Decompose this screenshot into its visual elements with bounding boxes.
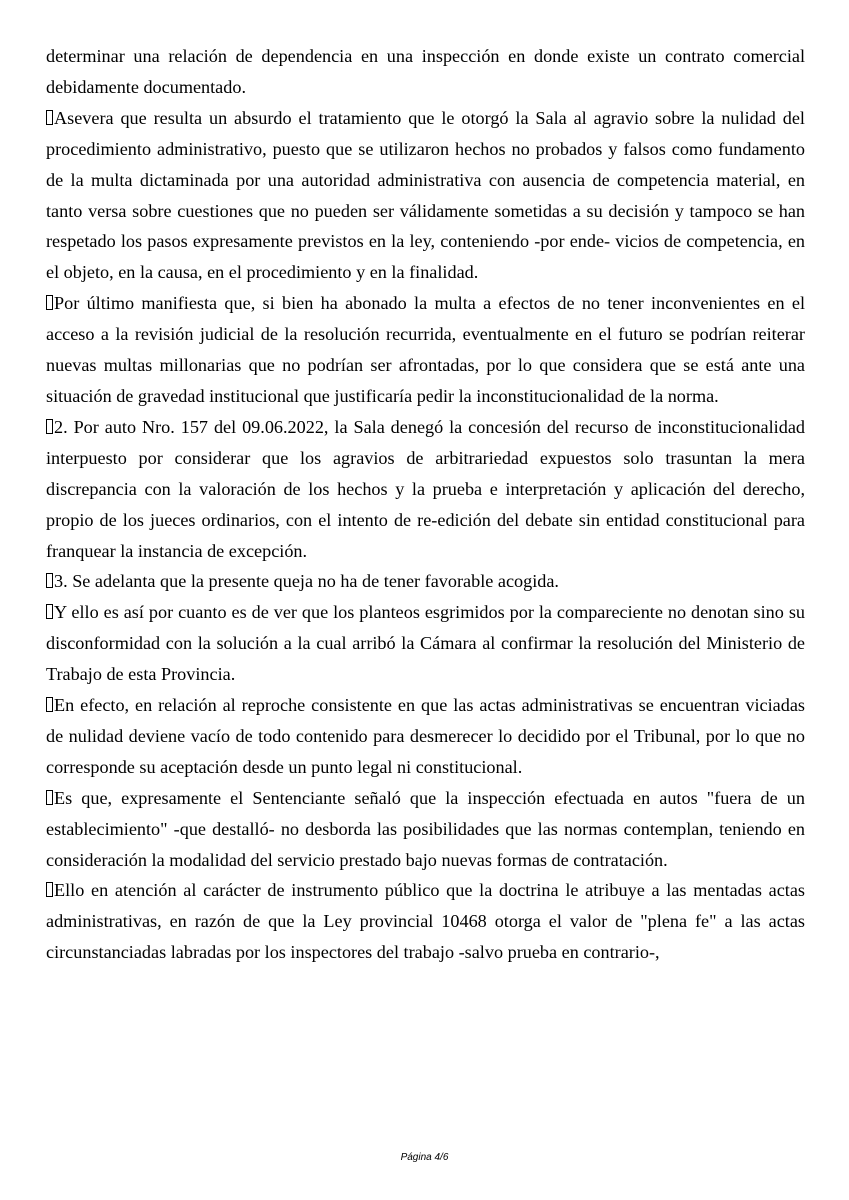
paragraph-2 [46,103,805,288]
missing-glyph-box-icon [46,697,53,712]
paragraph-6 [46,597,805,690]
missing-glyph-box-icon [46,573,53,588]
paragraph-9 [46,875,805,968]
paragraph-text: 2. Por auto Nro. 157 del 09.06.2022, la Sala denegó la concesión del recurso de inconstitucionalidad interpuesto por considerar que los agravios de arbitrariedad expuestos solo trasuntan la mera discrepancia con la valoración de los hechos y la prueba e interpretación y aplicación del derecho, propio de los jueces ordinarios, con el intento de re-edición del debate sin entidad constitucional para franquear la instancia de excepción. [46,416,805,561]
paragraph-text: determinar una relación de dependencia en una inspección en donde existe un contrato comercial debidamente documentado. [46,46,805,97]
paragraph-text: Y ello es así por cuanto es de ver que los planteos esgrimidos por la compareciente no denotan sino su disconformidad con la solución a la cual arribó la Cámara al confirmar la resolución del Ministerio de Trabajo de esta Provincia. [46,602,805,685]
paragraph-text: Ello en atención al carácter de instrumento público que la doctrina le atribuye a las mentadas actas administrativas, en razón de que la Ley provincial 10468 otorga el valor de "plena fe" a las actas circunstanciadas labradas por los inspectores del trabajo -salvo prueba en contrario-, [46,880,805,963]
paragraph-4 [46,412,805,567]
missing-glyph-box-icon [46,790,53,805]
paragraph-text: Asevera que resulta un absurdo el tratamiento que le otorgó la Sala al agravio sobre la nulidad del procedimiento administrativo, puesto que se utilizaron hechos no probados y falsos como fundamento de la multa dictaminada por una autoridad administrativa con ausencia de competencia material, en tanto versa sobre cuestiones que no pueden ser válidamente sometidas a su decisión y tampoco se han respetado los pasos expresamente previstos en la ley, conteniendo -por ende- vicios de competencia, en el objeto, en la causa, en el procedimiento y en la finalidad. [46,107,805,283]
missing-glyph-box-icon [46,882,53,897]
paragraph-1 [46,41,805,103]
missing-glyph-box-icon [46,419,53,434]
paragraph-7 [46,690,805,783]
page-number-footer: Página 4/6 [400,1152,449,1163]
paragraph-text: En efecto, en relación al reproche consistente en que las actas administrativas se encuentran viciadas de nulidad deviene vacío de todo contenido para desmerecer lo decidido por el Tribunal, por lo que no corresponde su aceptación desde un punto legal ni constitucional. [46,695,805,777]
paragraph-5 [46,566,805,597]
missing-glyph-box-icon [46,295,53,310]
paragraph-text: Por último manifiesta que, si bien ha abonado la multa a efectos de no tener inconvenientes en el acceso a la revisión judicial de la resolución recurrida, eventualmente en el futuro se podrían reiterar nuevas multas millonarias que no podrían ser afrontadas, por lo que considera que se está ante una situación de gravedad institucional que justificaría pedir la inconstitucionalidad de la norma. [46,293,805,406]
paragraph-text: 3. Se adelanta que la presente queja no ha de tener favorable acogida. [54,571,559,592]
missing-glyph-box-icon [46,604,53,619]
document-body [46,41,805,968]
paragraph-8 [46,783,805,876]
paragraph-text: Es que, expresamente el Sentenciante señaló que la inspección efectuada en autos "fuera de un establecimiento" -que destalló- no desborda las posibilidades que las normas contemplan, teniendo en consideración la modalidad del servicio prestado bajo nuevas formas de contratación. [46,787,805,870]
missing-glyph-box-icon [46,110,53,125]
paragraph-3 [46,288,805,412]
